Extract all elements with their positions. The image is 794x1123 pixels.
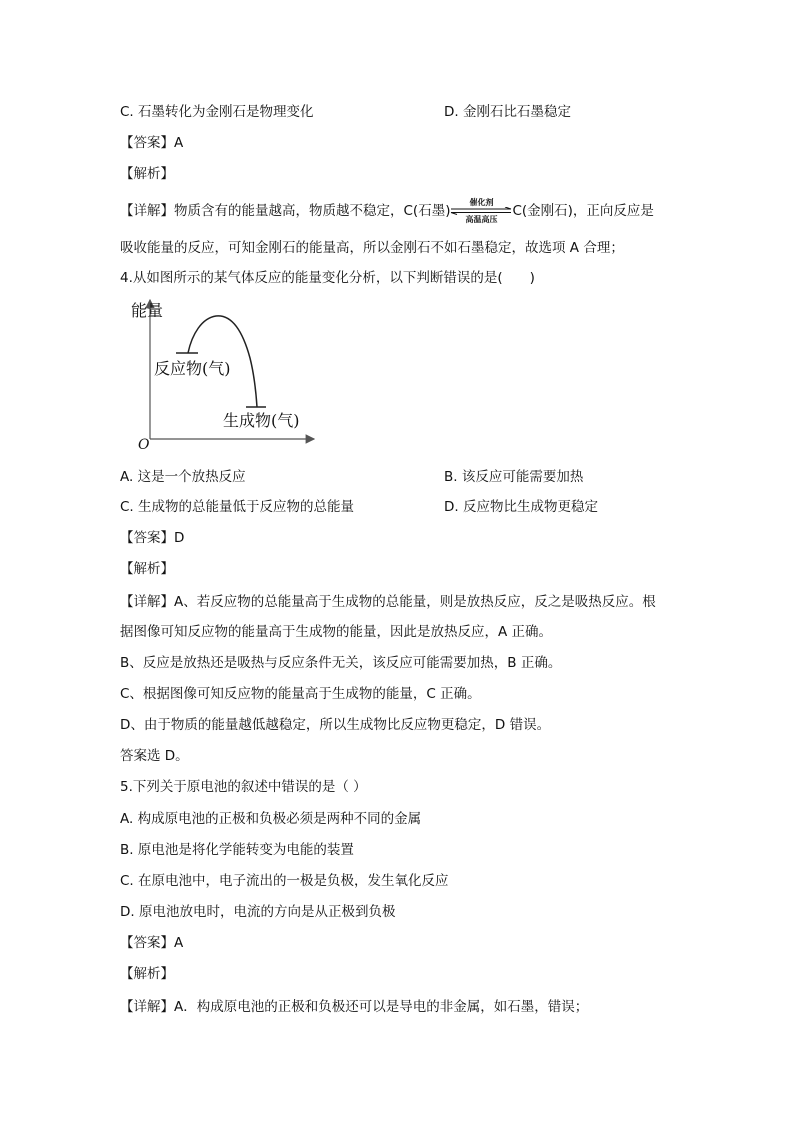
double-arrow-icon xyxy=(450,207,512,215)
q5-detail-line1: 【详解】A．构成原电池的正极和负极还可以是导电的非金属，如石墨，错误； xyxy=(120,999,589,1015)
energy-diagram xyxy=(126,296,326,456)
y-axis-label: 能量 xyxy=(131,301,164,320)
product-label: 生成物(气) xyxy=(223,411,300,430)
q4-stem: 4.从如图所示的某气体反应的能量变化分析，以下判断错误的是( ) xyxy=(120,270,535,286)
q4-option-b: B. 该反应可能需要加热 xyxy=(444,469,584,485)
q3-option-c: C. 石墨转化为金刚石是物理变化 xyxy=(120,104,314,120)
q4-conclusion: 答案选 D。 xyxy=(120,748,189,764)
condition-label: 高温高压 xyxy=(465,215,498,224)
q4-option-d: D. 反应物比生成物更稳定 xyxy=(444,499,598,515)
q4-detail-line2: 据图像可知反应物的能量高于生成物的能量，因此是放热反应，A 正确。 xyxy=(120,624,553,640)
q4-detail-line4: C、根据图像可知反应物的能量高于生成物的能量，C 正确。 xyxy=(120,686,481,702)
q4-detail-line1: 【详解】A、若反应物的总能量高于生成物的总能量，则是放热反应，反之是吸热反应。根 xyxy=(120,594,656,610)
q4-answer: 【答案】D xyxy=(120,530,185,546)
q5-stem: 5.下列关于原电池的叙述中错误的是（ ） xyxy=(120,779,367,795)
q5-analysis-heading: 【解析】 xyxy=(120,966,174,982)
q4-detail-line5: D、由于物质的能量越低越稳定，所以生成物比反应物更稳定，D 错误。 xyxy=(120,717,551,733)
q5-answer: 【答案】A xyxy=(120,935,184,951)
q3-detail-line2: 吸收能量的反应，可知金刚石的能量高，所以金刚石不如石墨稳定，故选项 A 合理； xyxy=(120,240,624,256)
reactant-label: 反应物(气) xyxy=(154,359,231,378)
q3-option-d: D. 金刚石比石墨稳定 xyxy=(444,104,571,120)
q5-option-d: D. 原电池放电时，电流的方向是从正极到负极 xyxy=(120,904,396,920)
q4-detail-line3: B、反应是放热还是吸热与反应条件无关，该反应可能需要加热，B 正确。 xyxy=(120,655,562,671)
q3-detail-text-a: 【详解】物质含有的能量越高，物质越不稳定，C(石墨) xyxy=(120,203,451,219)
q3-detail-text-b: C(金刚石)，正向反应是 xyxy=(512,203,654,219)
q3-detail-line1 xyxy=(120,198,654,224)
q4-option-a: A. 这是一个放热反应 xyxy=(120,469,246,485)
q5-option-c: C. 在原电池中，电子流出的一极是负极，发生氧化反应 xyxy=(120,873,449,889)
q3-answer: 【答案】A xyxy=(120,135,184,151)
reversible-reaction-arrow xyxy=(450,198,512,224)
catalyst-label: 催化剂 xyxy=(469,198,494,207)
q4-option-c: C. 生成物的总能量低于反应物的总能量 xyxy=(120,499,355,515)
q3-analysis-heading: 【解析】 xyxy=(120,166,174,182)
origin-label: O xyxy=(138,437,150,453)
q4-analysis-heading: 【解析】 xyxy=(120,561,174,577)
q5-option-b: B. 原电池是将化学能转变为电能的装置 xyxy=(120,842,354,858)
q5-option-a: A. 构成原电池的正极和负极必须是两种不同的金属 xyxy=(120,811,422,827)
